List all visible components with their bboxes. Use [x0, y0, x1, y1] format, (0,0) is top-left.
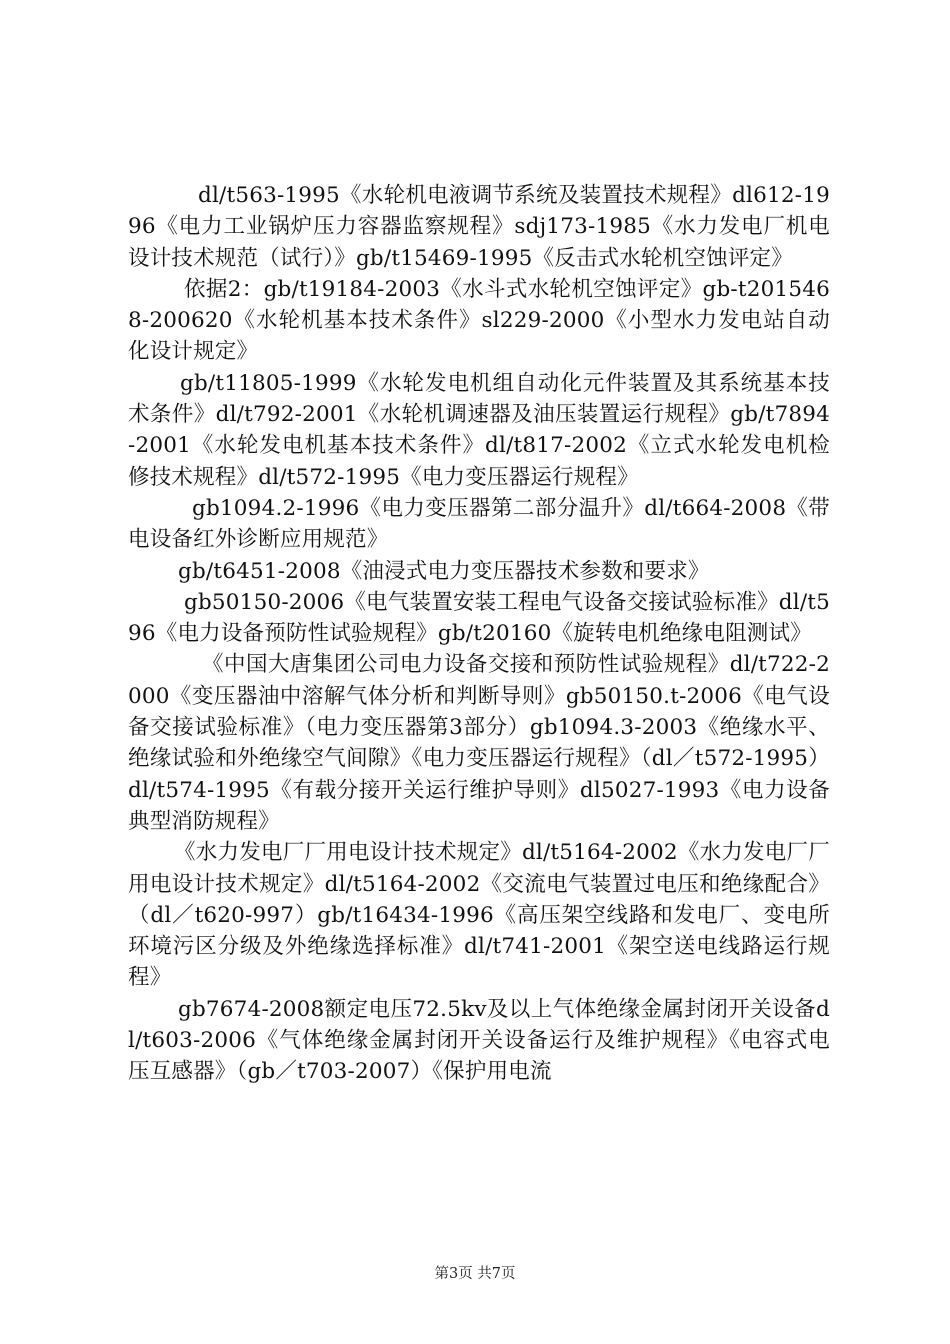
paragraph-7: 《中国大唐集团公司电力设备交接和预防性试验规程》dl/t722-2000《变压器油中溶解气体分析和判断导则》gb50150.t-2006《电气设备交接试验标准》（电力变压器第3部分）gb1094.3-2003《绝缘水平、绝缘试验和外绝缘空气间隙》《电力变压器运行规程》（dl／t572-1995）dl/t574-1995《有载分接开关运行维护导则》dl5027-1993《电力设备典型消防规程》 [128, 652, 830, 834]
paragraph-4: gb1094.2-1996《电力变压器第二部分温升》dl/t664-2008《带电设备红外诊断应用规范》 [128, 495, 830, 553]
page-number-footer: 第3页 共7页 [434, 1266, 516, 1282]
paragraph-5: gb/t6451-2008《油浸式电力变压器技术参数和要求》 [178, 558, 710, 584]
paragraph-8: 《水力发电厂厂用电设计技术规定》dl/t5164-2002《水力发电厂厂用电设计技术规定》dl/t5164-2002《交流电气装置过电压和绝缘配合》（dl／t620-997）gb/t16434-1996《高压架空线路和发电厂、变电所环境污区分级及外绝缘选择标准》dl/t741-2001《架空送电线路运行规程》 [128, 840, 830, 991]
paragraph-9: gb7674-2008额定电压72.5kv及以上气体绝缘金属封闭开关设备dl/t603-2006《气体绝缘金属封闭开关设备运行及维护规程》《电容式电压互感器》（gb／t703-2007）《保护用电流 [128, 996, 830, 1085]
document-body [128, 180, 830, 1088]
paragraph-3: gb/t11805-1999《水轮发电机组自动化元件装置及其系统基本技术条件》dl/t792-2001《水轮机调速器及油压装置运行规程》gb/t7894-2001《水轮发电机基本技术条件》dl/t817-2002《立式水轮发电机检修技术规程》dl/t572-1995《电力变压器运行规程》 [128, 370, 830, 490]
paragraph-2: 依据2：gb/t19184-2003《水斗式水轮机空蚀评定》gb-t2015468-200620《水轮机基本技术条件》sl229-2000《小型水力发电站自动化设计规定》 [128, 276, 830, 365]
paragraph-6: gb50150-2006《电气装置安装工程电气设备交接试验标准》dl/t596《电力设备预防性试验规程》gb/t20160《旋转电机绝缘电阻测试》 [128, 589, 830, 647]
paragraph-1: dl/t563-1995《水轮机电液调节系统及装置技术规程》dl612-1996《电力工业锅炉压力容器监察规程》sdj173-1985《水力发电厂机电设计技术规范（试行）》gb/t15469-1995《反击式水轮机空蚀评定》 [128, 183, 830, 271]
